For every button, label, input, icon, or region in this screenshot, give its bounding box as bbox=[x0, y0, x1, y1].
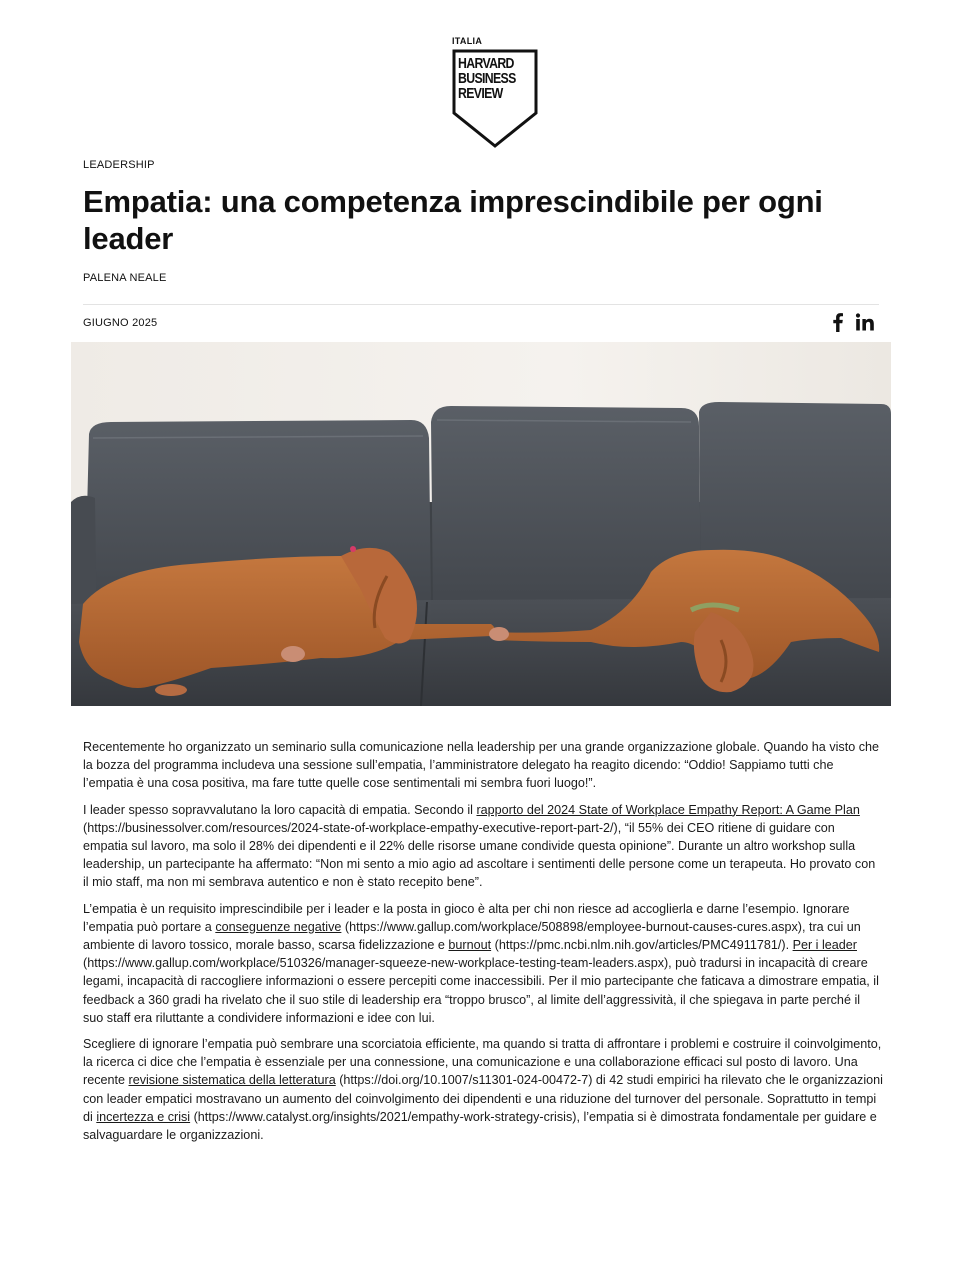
article-body bbox=[83, 738, 883, 1152]
edition-label: ITALIA bbox=[452, 36, 483, 46]
link-workplace-empathy-report[interactable]: rapporto del 2024 State of Workplace Empathy Report: A Game Plan bbox=[476, 802, 860, 817]
paragraph bbox=[83, 738, 883, 793]
link-systematic-review[interactable]: revisione sistematica della letteratura bbox=[128, 1073, 336, 1088]
logo-line: REVIEW bbox=[458, 85, 503, 102]
hero-image bbox=[71, 342, 891, 706]
paragraph-text: (https://www.gallup.com/workplace/510326/manager-squeeze-new-workplace-testing-team-leaders.aspx), può tradursi in incapacità di creare legami, incapacità di raccogliere informazioni o essere percepiti come inaccessibili. Per il mio partecipante che faticava a dimostrare empatia, il feedback a 360 gradi ha rivelato che il suo stile di leadership era “troppo brusco”, al limite dell’aggressività, il che spiegava in parte perché il suo staff era riluttante a condividere informazioni e idee con lui. bbox=[83, 956, 879, 1025]
paragraph-text: (https://www.gallup.com/workplace/508898/employee-burnout-causes-cures.aspx), tra cui un ambiente di lavoro tossico, morale basso, scarsa fidelizzazione e bbox=[83, 919, 861, 953]
paragraph-text: I leader spesso sopravvalutano la loro capacità di empatia. Secondo il bbox=[83, 802, 477, 817]
link-uncertainty-crisis[interactable]: incertezza e crisi bbox=[96, 1109, 191, 1124]
logo-line: BUSINESS bbox=[458, 70, 516, 87]
link-negative-consequences[interactable]: conseguenze negative bbox=[215, 919, 342, 934]
paragraph bbox=[83, 801, 883, 892]
logo-wordmark bbox=[458, 56, 524, 101]
hbr-logo[interactable] bbox=[452, 36, 542, 102]
divider bbox=[83, 304, 879, 305]
category-link[interactable]: LEADERSHIP bbox=[83, 159, 155, 171]
linkedin-icon[interactable] bbox=[855, 313, 875, 331]
article-title: Empatia: una competenza imprescindibile per ogni leader bbox=[83, 184, 823, 256]
publish-date: GIUGNO 2025 bbox=[83, 317, 158, 329]
facebook-icon[interactable] bbox=[829, 312, 845, 332]
link-burnout[interactable]: burnout bbox=[448, 938, 492, 953]
paragraph-text: (https://doi.org/10.1007/s11301-024-00472-7) di 42 studi empirici ha rilevato che le organizzazioni con leader empatici mostravano un aumento del coinvolgimento dei dipendenti e una riduzione del turnover del personale. Soprattutto in tempi di bbox=[83, 1073, 883, 1124]
paragraph bbox=[83, 1035, 883, 1144]
author-name[interactable]: PALENA NEALE bbox=[83, 272, 167, 284]
paragraph-text: (https://pmc.ncbi.nlm.nih.gov/articles/PMC4911781/). bbox=[491, 938, 793, 953]
paragraph-text: Scegliere di ignorare l’empatia può sembrare una scorciatoia efficiente, ma quando si tratta di affrontare i problemi e costruire il coinvolgimento, la ricerca ci dice che l’empatia è essenziale per una connessione, una comunicazione e una collaborazione efficaci sul posto di lavoro. Una recente bbox=[83, 1037, 882, 1088]
logo-line: HARVARD bbox=[458, 55, 514, 72]
paragraph-text: Recentemente ho organizzato un seminario sulla comunicazione nella leadership per una grande organizzazione globale. Quando ha visto che la bozza del programma includeva una sessione sull’empatia, l’amministratore delegato ha reagito dicendo: “Oddio! Sappiamo tutti che l’empatia è una cosa positiva, ma fare tutte quelle cose sentimentali mi sembra fuori luogo!”. bbox=[83, 740, 880, 791]
paragraph-text: (https://businessolver.com/resources/2024-state-of-workplace-empathy-executive-report-part-2/), “il 55% dei CEO ritiene di guidare con empatia sul lavoro, ma solo il 28% dei dipendenti e il 22% delle risorse umane condivide questa opinione”. Durante un altro workshop sulla leadership, un partecipante ha affermato: “Non mi sento a mio agio ad ascoltare i sentimenti delle persone come un terapeuta. Ho provato con il mio staff, ma non mi sembrava autentico e non è stato recepito bene”. bbox=[83, 820, 876, 890]
link-for-leaders[interactable]: Per i leader bbox=[792, 938, 857, 953]
paragraph-text: L’empatia è un requisito imprescindibile per i leader e la posta in gioco è alta per chi non riesce ad accoglierla e darne l’esempio. Ignorare l’empatia può portare a bbox=[83, 901, 850, 934]
paragraph bbox=[83, 900, 883, 1027]
paragraph-text: (https://www.catalyst.org/insights/2021/empathy-work-strategy-crisis), l’empatia si è dimostrata fondamentale per guidare e salvaguardare le organizzazioni. bbox=[83, 1109, 877, 1143]
